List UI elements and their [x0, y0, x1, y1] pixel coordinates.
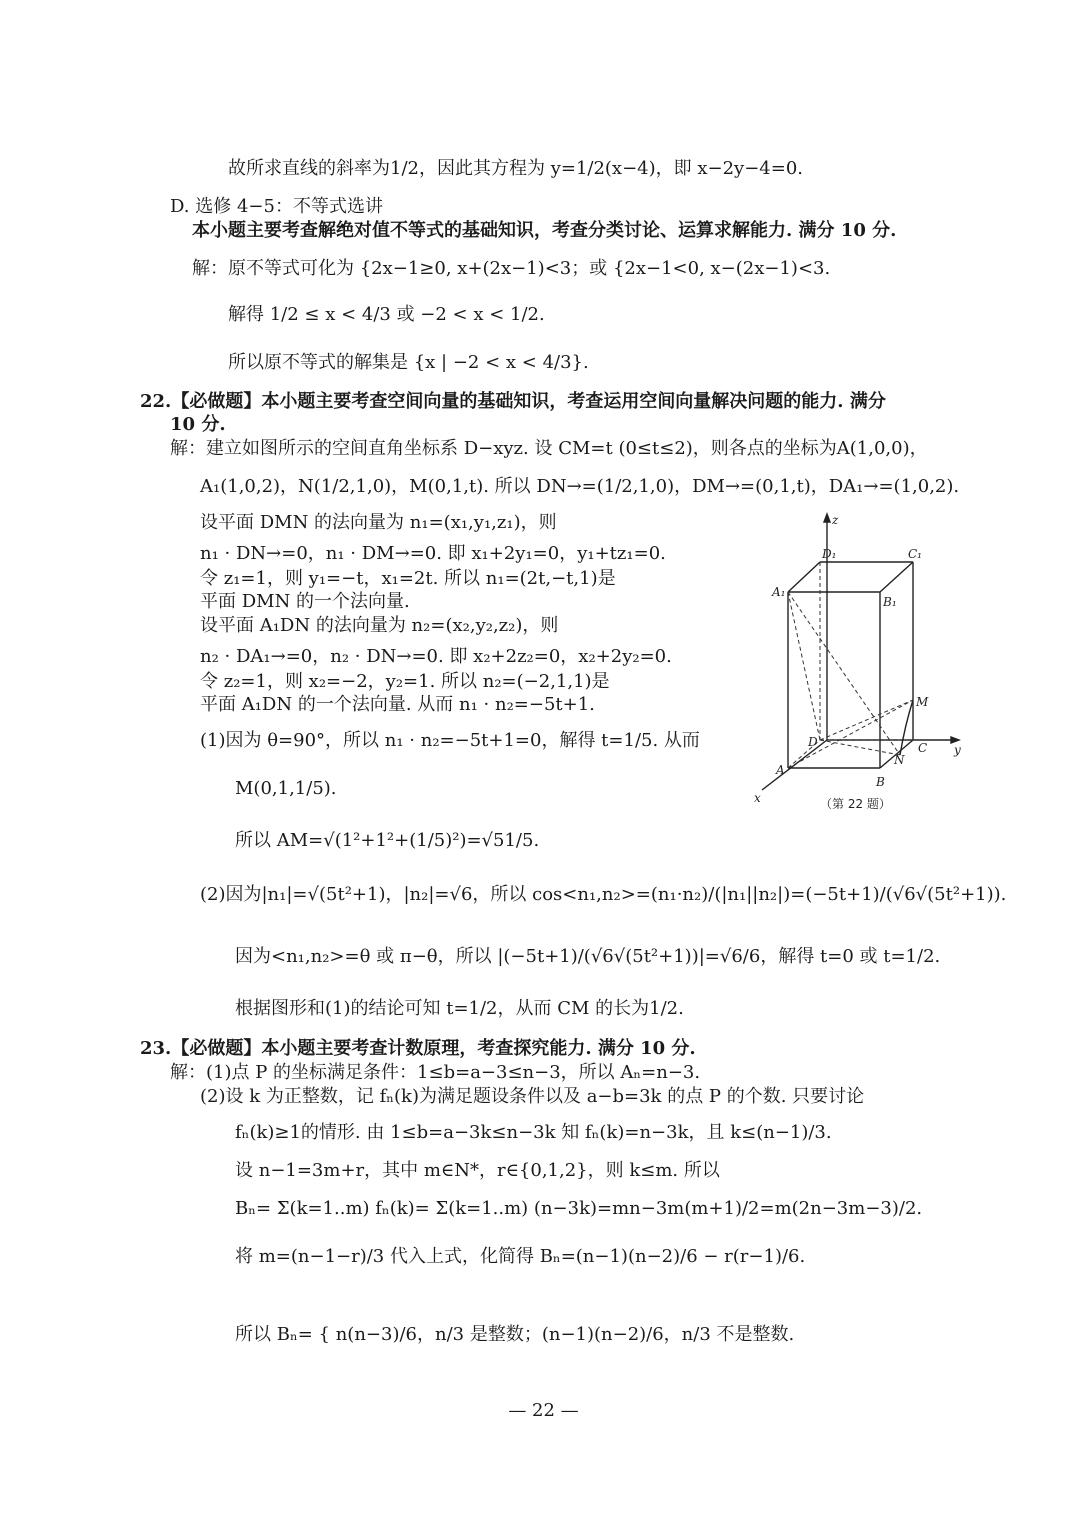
text-line-l12: n₁ · DN→=0，n₁ · DM→=0. 即 x₁+2y₁=0，y₁+tz₁=0.	[200, 543, 666, 564]
label-A: A	[776, 763, 785, 777]
text-line-l07: 22.【必做题】本小题主要考查空间向量的基础知识，考查运用空间向量解决问题的能力. 满分	[140, 391, 886, 412]
z-axis-arrow	[824, 514, 830, 522]
text-line-l32: 所以 Bₙ= { n(n−3)/6，n/3 是整数；(n−1)(n−2)/6，n/3 不是整数.	[235, 1324, 795, 1345]
label-C1: C₁	[908, 547, 922, 561]
text-line-l05: 解得 1/2 ≤ x < 4/3 或 −2 < x < 1/2.	[228, 304, 545, 325]
text-line-l17: 令 z₂=1，则 x₂=−2，y₂=1. 所以 n₂=(−2,1,1)是	[200, 671, 610, 692]
text-line-l10: A₁(1,0,2)，N(1/2,1,0)，M(0,1,t). 所以 DN→=(1/2,1,0)，DM→=(0,1,t)，DA₁→=(1,0,2).	[200, 476, 960, 497]
text-line-l15: 设平面 A₁DN 的法向量为 n₂=(x₂,y₂,z₂)，则	[200, 615, 559, 636]
label-D: D	[808, 735, 818, 749]
text-line-l27: (2)设 k 为正整数，记 fₙ(k)为满足题设条件以及 a−b=3k 的点 P 的个数. 只要讨论	[200, 1086, 865, 1107]
figure-caption: （第 22 题）	[820, 797, 891, 810]
label-x: x	[754, 791, 761, 805]
text-line-l09: 解：建立如图所示的空间直角坐标系 D−xyz. 设 CM=t (0≤t≤2)，则各点的坐标为A(1,0,0)，	[170, 438, 928, 459]
label-A1: A₁	[772, 585, 786, 599]
text-line-l11: 设平面 DMN 的法向量为 n₁=(x₁,y₁,z₁)，则	[200, 512, 557, 533]
text-line-l16: n₂ · DA₁→=0，n₂ · DN→=0. 即 x₂+2z₂=0，x₂+2y₂=0.	[200, 646, 672, 667]
label-C: C	[918, 741, 928, 755]
text-line-l22: (2)因为|n₁|=√(5t²+1)，|n₂|=√6，所以 cos<n₁,n₂>=(n₁·n₂)/(|n₁||n₂|)=(−5t+1)/(√6√(5t²+1)).	[200, 884, 1007, 905]
text-line-l06: 所以原不等式的解集是 {x | −2 < x < 4/3}.	[228, 352, 589, 373]
label-D1: D₁	[822, 547, 837, 561]
text-line-l08: 10 分.	[170, 414, 226, 435]
text-line-l19: (1)因为 θ=90°，所以 n₁ · n₂=−5t+1=0，解得 t=1/5. 从而	[200, 730, 700, 751]
text-line-l04: 解：原不等式可化为 {2x−1≥0, x+(2x−1)<3；或 {2x−1<0, x−(2x−1)<3.	[192, 258, 831, 279]
text-line-l28: fₙ(k)≥1的情形. 由 1≤b=a−3k≤n−3k 知 fₙ(k)=n−3k，且 k≤(n−1)/3.	[235, 1122, 832, 1143]
label-z: z	[832, 513, 839, 527]
text-line-l25: 23.【必做题】本小题主要考查计数原理，考查探究能力. 满分 10 分.	[140, 1038, 696, 1059]
text-line-l02: D. 选修 4−5：不等式选讲	[170, 196, 383, 217]
label-B1: B₁	[883, 595, 897, 609]
text-line-l24: 根据图形和(1)的结论可知 t=1/2，从而 CM 的长为1/2.	[235, 998, 684, 1019]
figure-22	[740, 510, 970, 814]
text-line-l21: 所以 AM=√(1²+1²+(1/5)²)=√51/5.	[235, 830, 540, 851]
text-line-l31: 将 m=(n−1−r)/3 代入上式，化简得 Bₙ=(n−1)(n−2)/6 − r(r−1)/6.	[235, 1246, 806, 1267]
prism-diagram	[740, 510, 970, 810]
page-number: — 22 —	[508, 1400, 579, 1421]
text-line-l13: 令 z₁=1，则 y₁=−t，x₁=2t. 所以 n₁=(2t,−t,1)是	[200, 568, 616, 589]
text-line-l20: M(0,1,1/5).	[235, 778, 337, 799]
text-line-l14: 平面 DMN 的一个法向量.	[200, 591, 410, 612]
text-line-l03: 本小题主要考查解绝对值不等式的基础知识，考查分类讨论、运算求解能力. 满分 10 分.	[192, 220, 897, 241]
text-line-l26: 解：(1)点 P 的坐标满足条件：1≤b=a−3≤n−3，所以 Aₙ=n−3.	[170, 1062, 701, 1083]
label-y: y	[954, 743, 961, 757]
text-line-l29: 设 n−1=3m+r，其中 m∈N*，r∈{0,1,2}，则 k≤m. 所以	[235, 1160, 720, 1181]
label-M: M	[916, 695, 929, 709]
text-line-l23: 因为<n₁,n₂>=θ 或 π−θ，所以 |(−5t+1)/(√6√(5t²+1))|=√6/6，解得 t=0 或 t=1/2.	[235, 946, 941, 967]
text-line-l01: 故所求直线的斜率为1/2，因此其方程为 y=1/2(x−4)，即 x−2y−4=0.	[228, 158, 804, 179]
label-N: N	[894, 753, 905, 767]
label-B: B	[876, 775, 885, 789]
text-line-l18: 平面 A₁DN 的一个法向量. 从而 n₁ · n₂=−5t+1.	[200, 694, 595, 715]
text-line-l30: Bₙ= Σ(k=1..m) fₙ(k)= Σ(k=1..m) (n−3k)=mn−3m(m+1)/2=m(2n−3m−3)/2.	[235, 1198, 923, 1219]
